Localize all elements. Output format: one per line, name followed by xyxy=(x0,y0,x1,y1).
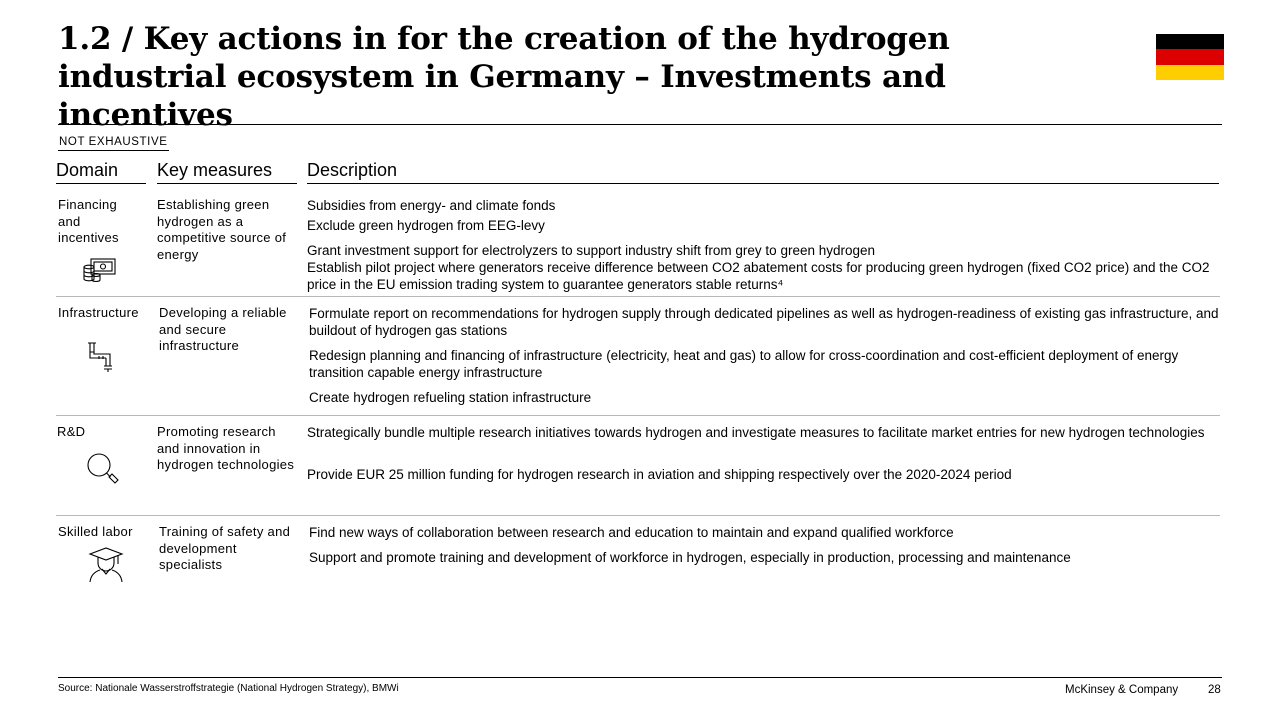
flag-stripe-black xyxy=(1156,34,1224,49)
row-infrastructure-description-2: Redesign planning and financing of infrastructure (electricity, heat and gas) to allow for cross-coordination and cost-efficient deployment of energy transition capable energy infrastructure xyxy=(309,348,1179,380)
row-skilled-labor-measure: Training of safety and development specialists xyxy=(159,524,291,572)
graduate-icon xyxy=(86,547,126,588)
row-financing-description-2: Exclude green hydrogen from EEG-levy xyxy=(307,218,545,233)
footer-divider xyxy=(58,677,1222,678)
magnifier-icon xyxy=(85,452,121,491)
row-divider xyxy=(56,415,1220,416)
header-description: Description xyxy=(307,160,1219,184)
page-title: 1.2 / Key actions in for the creation of the hydrogen industrial ecosystem in Germany – Investments and incentives xyxy=(58,21,950,133)
brand-name: McKinsey & Company xyxy=(1065,684,1179,696)
row-infrastructure-measure: Developing a reliable and secure infrastructure xyxy=(159,305,287,353)
page-number: 28 xyxy=(1208,684,1221,696)
row-infrastructure-description-1: Formulate report on recommendations for hydrogen supply through dedicated pipelines as well as hydrogen-readiness of existing gas infrastructure, and buildout of hydrogen gas stations xyxy=(309,306,1219,338)
row-financing-description-3: Grant investment support for electrolyzers to support industry shift from grey to green hydrogen xyxy=(307,243,876,258)
row-rnd-domain: R&D xyxy=(57,424,86,439)
germany-flag-icon xyxy=(1156,34,1224,80)
row-financing-domain: Financing and incentives xyxy=(58,197,119,245)
row-infrastructure-domain: Infrastructure xyxy=(58,305,139,320)
row-skilled-labor-domain: Skilled labor xyxy=(58,524,133,539)
row-skilled-labor-description-2: Support and promote training and development of workforce in hydrogen, especially in production, processing and maintenance xyxy=(309,550,1071,565)
row-infrastructure-description-3: Create hydrogen refueling station infrastructure xyxy=(309,390,592,405)
row-rnd-description-1: Strategically bundle multiple research initiatives towards hydrogen and investigate measures to facilitate market entries for new hydrogen technologies xyxy=(307,425,1205,440)
row-financing-measure: Establishing green hydrogen as a competitive source of energy xyxy=(157,197,287,262)
money-icon xyxy=(82,256,118,289)
not-exhaustive-tag: NOT EXHAUSTIVE xyxy=(58,136,169,151)
flag-stripe-red xyxy=(1156,49,1224,64)
row-skilled-labor-description-1: Find new ways of collaboration between research and education to maintain and expand qualified workforce xyxy=(309,525,954,540)
source-note: Source: Nationale Wasserstroffstrategie (National Hydrogen Strategy), BMWi xyxy=(58,683,399,694)
row-rnd-description-2: Provide EUR 25 million funding for hydrogen research in aviation and shipping respectively over the 2020-2024 period xyxy=(307,467,1012,482)
row-divider xyxy=(56,515,1220,516)
row-rnd-measure: Promoting research and innovation in hydrogen technologies xyxy=(157,424,295,472)
pipeline-icon xyxy=(84,340,122,381)
header-domain: Domain xyxy=(56,160,146,184)
title-divider xyxy=(58,124,1222,125)
row-financing-description-1: Subsidies from energy- and climate fonds xyxy=(307,198,556,213)
row-financing-description-4: Establish pilot project where generators receive difference between CO2 abatement costs for producing green hydrogen (fixed CO2 price) and the CO2 price in the EU emission trading system to guarantee generators stable returns⁴ xyxy=(307,260,1210,292)
flag-stripe-gold xyxy=(1156,65,1224,80)
row-divider xyxy=(56,296,1220,297)
header-key-measures: Key measures xyxy=(157,160,297,184)
